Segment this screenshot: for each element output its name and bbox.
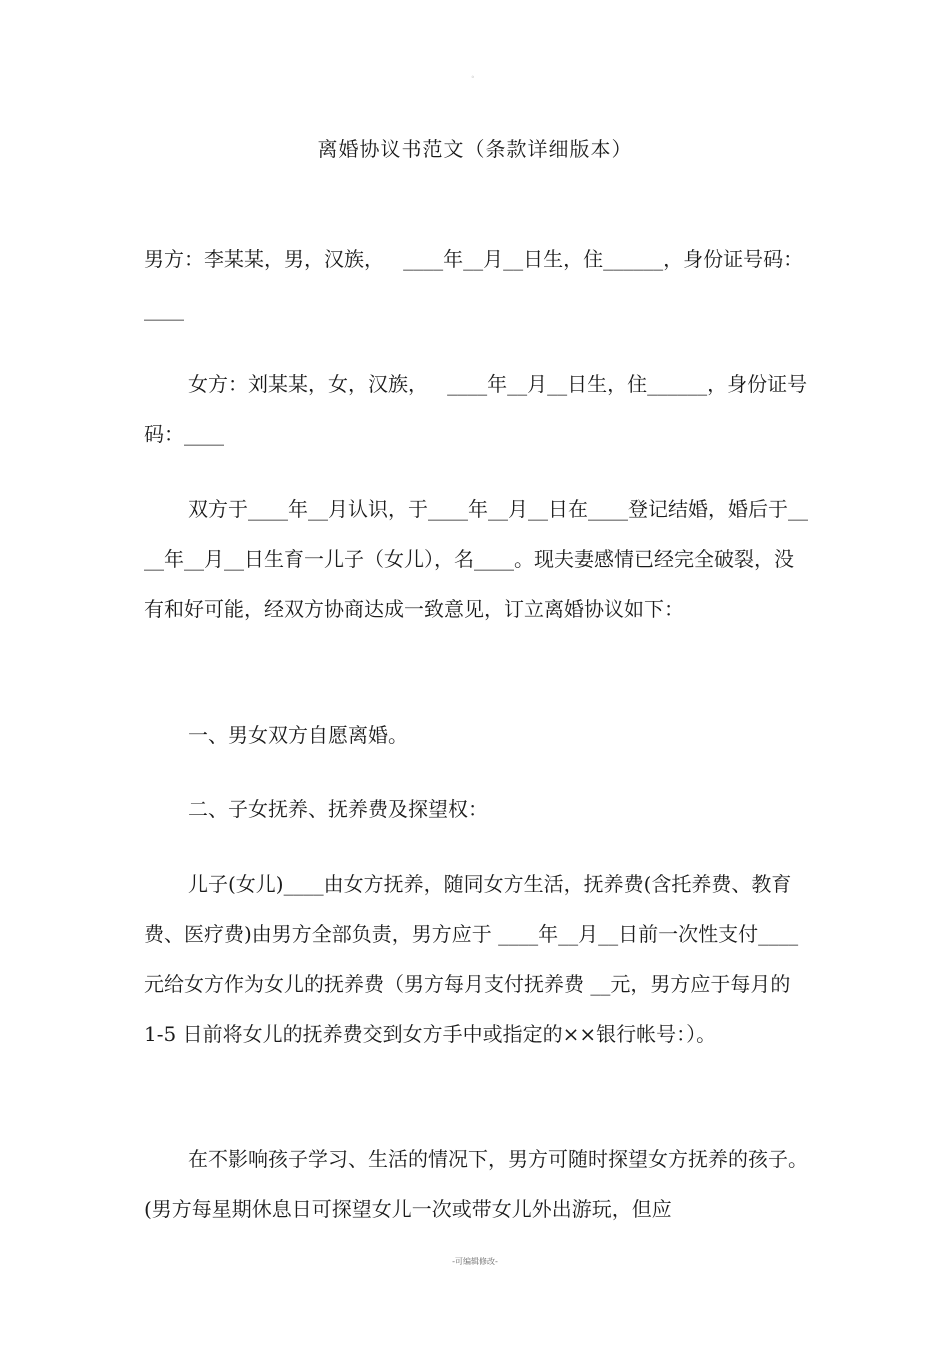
visitation-paragraph: 在不影响孩子学习、生活的情况下，男方可随时探望女方抚养的孩子。(男方每星期休息日可探望女儿一次或带女儿外出游玩，但应 — [144, 1147, 808, 1221]
female-party-paragraph: 女方：刘某某，女，汉族， ____年__月__日生，住______，身份证号码：____ — [144, 372, 808, 446]
male-party-paragraph: 男方：李某某，男，汉族， ____年__月__日生，住______，身份证号码：____ — [144, 247, 804, 321]
background-paragraph: 双方于____年__月认识，于____年__月__日在____登记结婚，婚后于____年__月__日生育一儿子（女儿），名____。现夫妻感情已经完全破裂，没有和好可能，经双方协商达成一致意见，订立离婚协议如下： — [144, 497, 808, 621]
document-title: 离婚协议书范文（条款详细版本） — [317, 137, 633, 161]
clause-two-heading: 二、子女抚养、抚养费及探望权： — [188, 797, 488, 821]
header-mark: 。 — [471, 71, 479, 79]
footer-mark: -可编辑修改- — [452, 1257, 498, 1266]
clause-one: 一、男女双方自愿离婚。 — [188, 723, 408, 747]
custody-paragraph: 儿子(女儿)____由女方抚养，随同女方生活，抚养费(含托养费、教育费、医疗费)由男方全部负责，男方应于 ____年__月__日前一次性支付____元给女方作为女儿的抚养费（男方每月支付抚养费 __元，男方应于每月的 1-5 日前将女儿的抚养费交到女方手中或指定的××银行帐号：）。 — [144, 872, 799, 1046]
